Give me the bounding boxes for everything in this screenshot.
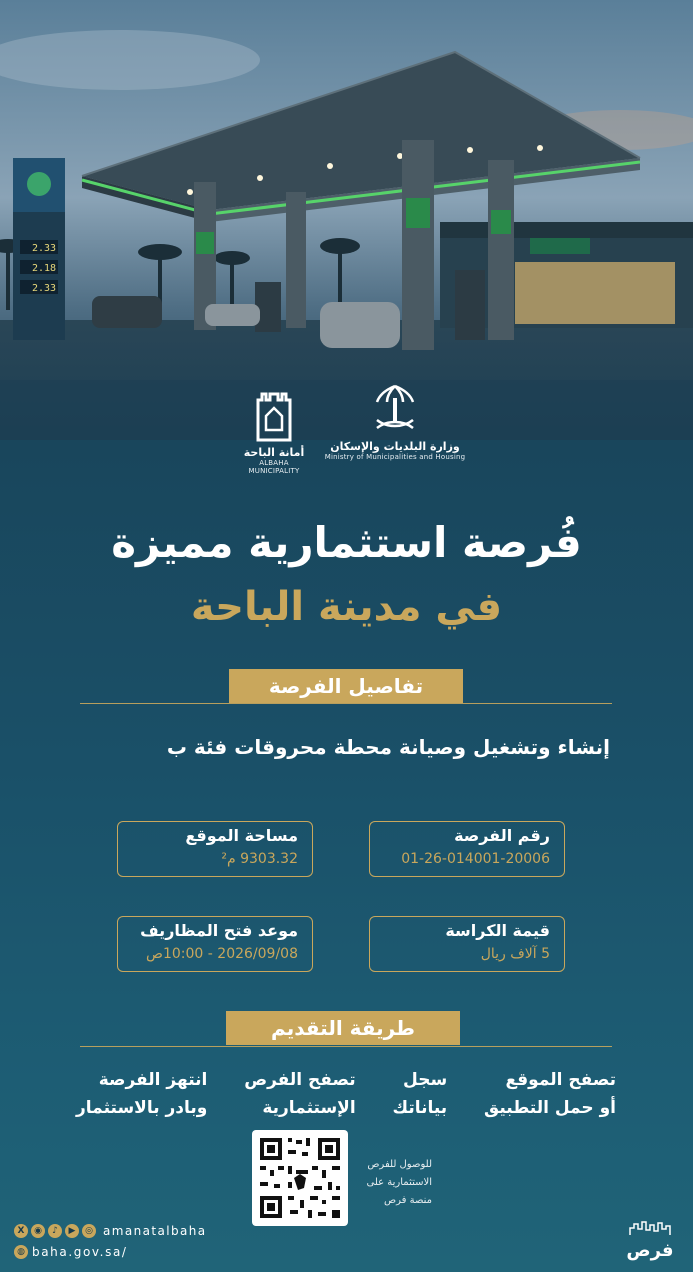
apply-divider: [80, 1046, 612, 1047]
qr-note: للوصول للفرص الاستثمارية على منصة فرص: [366, 1159, 432, 1206]
furas-logo-text: فرص: [626, 1240, 674, 1261]
subheadline-city: في مدينة الباحة: [190, 584, 503, 630]
skyline-icon: [628, 1220, 672, 1236]
hero-image: [0, 0, 693, 440]
municipality-name-ar: أمانة الباحة: [243, 446, 305, 459]
fuel-price-1: 2.33: [31, 243, 57, 254]
step-seize-opportunity: [76, 1066, 207, 1122]
ministry-logo: [320, 380, 470, 461]
furas-platform-logo: [620, 1220, 680, 1261]
headline: فُرصة استثمارية مميزة: [111, 518, 582, 567]
instagram-icon[interactable]: ◎: [82, 1224, 96, 1238]
apply-section-label: طريقة التقديم: [226, 1011, 460, 1045]
tiktok-icon[interactable]: ♪: [48, 1224, 62, 1238]
ministry-name-en: Ministry of Municipalities and Housing: [324, 453, 466, 461]
logos-row: [0, 380, 693, 480]
palm-swords-emblem-icon: [367, 380, 423, 436]
municipality-name-en: ALBAHA MUNICIPALITY: [248, 459, 300, 475]
opportunity-number-card: [369, 821, 565, 877]
step-browse-site: [484, 1066, 616, 1122]
booklet-value-value: 5 آلاف ريال: [480, 946, 550, 962]
details-divider: [80, 703, 612, 704]
details-section-label: تفاصيل الفرصة: [229, 669, 463, 703]
site-area-label: مساحة الموقع: [185, 826, 298, 845]
opportunity-description: إنشاء وتشغيل وصيانة محطة محروقات فئة ب: [166, 735, 610, 759]
fuel-price-2: 2.18: [31, 263, 57, 274]
step-3-line-2: الإستثمارية: [262, 1098, 356, 1118]
envelope-date-card: [117, 916, 313, 972]
globe-icon: ◍: [14, 1245, 28, 1259]
municipality-tower-icon: [252, 386, 296, 442]
step-3-line-1: تصفح الفرص: [244, 1070, 356, 1090]
site-area-value: 9303.32 م²: [221, 851, 298, 867]
step-2-line-1: سجل: [403, 1070, 448, 1090]
application-steps: [76, 1066, 616, 1122]
qr-code-icon: [252, 1130, 348, 1226]
social-links: [14, 1222, 206, 1240]
step-register: [393, 1066, 448, 1122]
site-area-card: [117, 821, 313, 877]
opportunity-number-value: 01-26-014001-20006: [401, 851, 550, 867]
qr-code[interactable]: [252, 1130, 348, 1226]
snapchat-icon[interactable]: ◉: [31, 1224, 45, 1238]
website-url[interactable]: baha.gov.sa/: [32, 1245, 128, 1259]
ministry-name-ar: وزارة البلديات والإسكان: [330, 440, 460, 453]
albaha-municipality-logo: [234, 386, 314, 475]
step-2-line-2: بياناتك: [392, 1098, 448, 1118]
step-1-line-2: أو حمل التطبيق: [484, 1098, 616, 1118]
step-browse-opportunities: [244, 1066, 355, 1122]
envelope-date-value: 2026/09/08 - 10:00ص: [146, 946, 298, 962]
opportunity-number-label: رقم الفرصة: [454, 826, 550, 845]
step-4-line-1: انتهز الفرصة: [98, 1070, 208, 1090]
step-1-line-1: تصفح الموقع: [505, 1070, 616, 1090]
x-twitter-icon[interactable]: X: [14, 1224, 28, 1238]
envelope-date-label: موعد فتح المظاريف: [140, 921, 298, 940]
youtube-icon[interactable]: ▶: [65, 1224, 79, 1238]
booklet-value-label: قيمة الكراسة: [445, 921, 550, 940]
social-handle[interactable]: amanatalbaha: [103, 1224, 207, 1238]
booklet-value-card: [369, 916, 565, 972]
gas-station-illustration: [0, 0, 693, 440]
fuel-price-3: 2.33: [31, 283, 57, 294]
website-link[interactable]: [14, 1245, 128, 1259]
step-4-line-2: وبادر بالاستثمار: [76, 1098, 208, 1118]
